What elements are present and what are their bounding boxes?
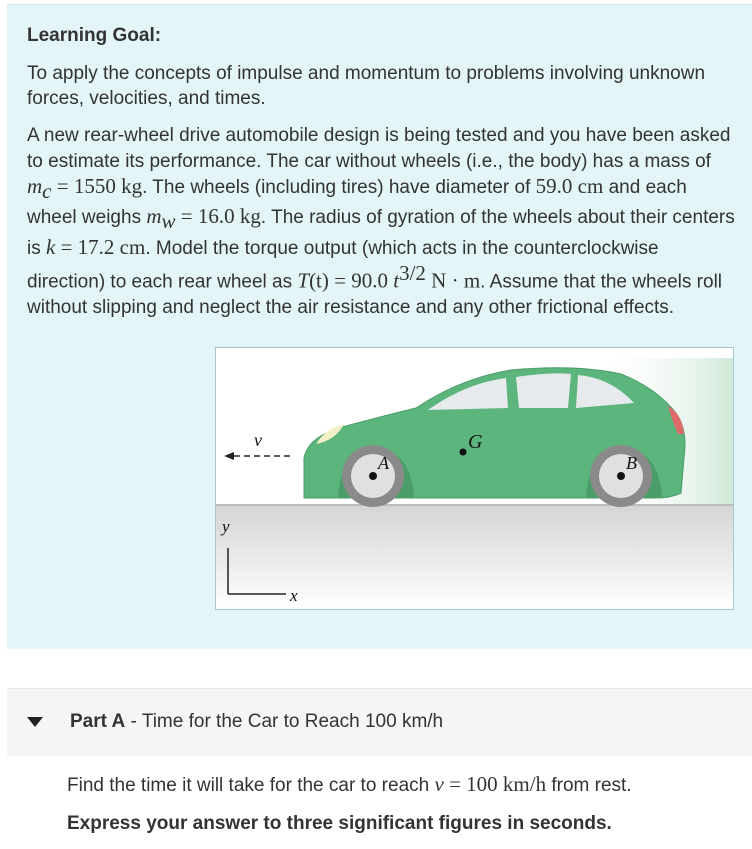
torque-unit: N · m: [425, 268, 481, 293]
label-y: y: [222, 517, 230, 536]
car-diagram: [216, 348, 733, 609]
label-x: x: [290, 586, 298, 605]
mc-value: = 1550 kg: [51, 174, 143, 198]
answer-instruction: Express your answer to three significant figures in seconds.: [67, 813, 612, 834]
diameter-value: 59.0 cm: [535, 174, 604, 198]
part-a-question: [67, 772, 632, 797]
problem-text-3: and each wheel weighs: [27, 177, 687, 229]
label-b: B: [626, 453, 637, 473]
label-g: G: [468, 431, 483, 453]
part-a-title: [70, 711, 443, 733]
torque-symbol: T: [297, 268, 310, 293]
learning-goal-panel: [7, 4, 752, 649]
label-v: v: [254, 430, 262, 450]
velocity-value: = 100 km/h: [443, 772, 547, 796]
torque-argument: (t): [309, 268, 329, 293]
center-of-mass-dot: [460, 449, 467, 456]
problem-statement: [27, 123, 739, 320]
problem-text-4: . The radius of gyration of the wheels about their centers is: [27, 207, 735, 259]
problem-text-2: . The wheels (including tires) have diameter of: [142, 177, 536, 198]
problem-text-5: . Model the torque output (which acts in the counterclockwise direction) to each rear wheel as: [27, 237, 659, 293]
label-a: A: [378, 453, 389, 473]
time-exponent: 3/2: [399, 261, 426, 286]
problem-text-6: . Assume that the wheels roll without slipping and neglect the air resistance and any other frictional effects.: [27, 271, 723, 318]
problem-text-1: A new rear-wheel drive automobile design is being tested and you have been asked to estimate its performance. The car without wheels (i.e., the body) has a mass of: [27, 125, 731, 172]
mc-symbol: m: [27, 174, 43, 198]
part-a-separator: -: [125, 711, 142, 732]
time-symbol: t: [393, 268, 400, 293]
k-value: = 17.2 cm: [55, 234, 146, 259]
question-text-post: from rest.: [546, 775, 632, 796]
velocity-arrow-head: [224, 452, 234, 460]
ground-line: [216, 504, 733, 506]
question-text-pre: Find the time it will take for the car to reach: [67, 775, 435, 796]
part-a-prefix: Part A: [70, 711, 126, 732]
part-a-title-text: Time for the Car to Reach 100 km/h: [141, 711, 444, 732]
mw-symbol: m: [146, 204, 162, 229]
mw-value: = 16.0 kg: [175, 204, 261, 229]
part-a-header[interactable]: [7, 688, 752, 756]
mw-subscript: w: [161, 209, 176, 234]
front-wheel-a: [342, 445, 404, 507]
rear-wheel-b: [590, 445, 652, 507]
learning-goal-text: To apply the concepts of impulse and momentum to problems involving unknown forces, velocities, and times.: [27, 63, 706, 109]
collapse-toggle-icon[interactable]: [27, 717, 43, 727]
mc-subscript: c: [42, 178, 52, 203]
car-figure: [215, 347, 734, 610]
torque-coefficient: = 90.0: [328, 268, 394, 293]
k-symbol: k: [46, 234, 56, 259]
learning-goal-title: Learning Goal:: [27, 25, 162, 46]
car-middle-window: [516, 373, 571, 408]
velocity-symbol: v: [434, 772, 444, 796]
